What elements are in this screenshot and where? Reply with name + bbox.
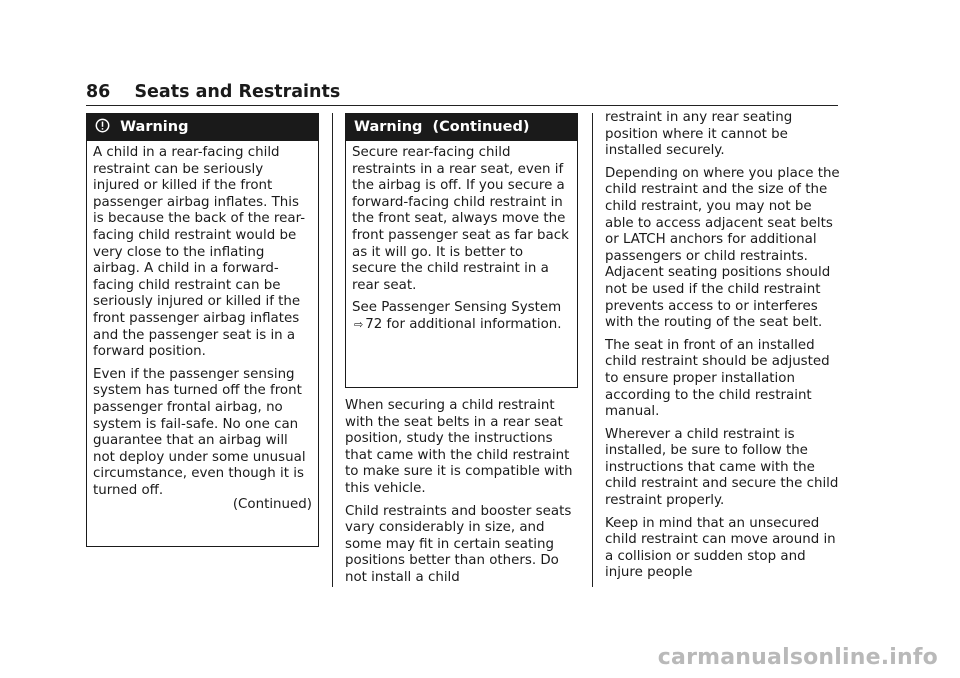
body-paragraph: restraint in any rear seating position where it cannot be installed securely.: [605, 110, 793, 159]
body-paragraph: When securing a child restraint with the seat belts in a rear seat position, study the instructions that came with the child restraint to make sure it is compatible with this vehicle.: [345, 398, 573, 496]
continued-label: (Continued): [232, 497, 312, 513]
ref-text: for additional information.: [386, 316, 562, 332]
body-paragraph: Keep in mind that an unsecured child restraint can move around in a collision or sudden stop and injure people: [605, 515, 836, 581]
ref-page-link[interactable]: 72: [365, 316, 383, 332]
page-ref-arrow-icon: ⇨: [354, 317, 364, 331]
warning-paragraph: A child in a rear-facing child restraint can be seriously injured or killed if the front passenger airbag inflates. This is because the back of the rear-facing child restraint would be very close to the inflating airbag. A child in a forward-facing child restraint can be seriously injured or killed if the front passenger airbag inflates and the passenger seat is in a forward position.: [93, 145, 306, 360]
body-paragraph: Child restraints and booster seats vary considerably in size, and some may fit in certain seating positions better than others. Do not install a child: [345, 503, 572, 585]
cross-reference: [352, 300, 571, 333]
warning-body: [346, 141, 577, 342]
middle-column-text: [345, 398, 581, 593]
header-rule: [86, 105, 838, 106]
warning-icon: [95, 114, 110, 141]
warning-title: Warning: [120, 119, 189, 135]
page-number: 86: [86, 82, 111, 102]
warning-body: [87, 141, 318, 516]
body-paragraph: The seat in front of an installed child restraint should be adjusted to ensure proper installation according to the child restraint manual.: [605, 337, 830, 420]
warning-paragraph: Secure rear-facing child restraints in a rear seat, even if the airbag is off. If you secure a forward-facing child restraint in the front seat, always move the front passenger seat as far back as it will go. It is better to secure the child restraint in a rear seat.: [352, 145, 569, 293]
ref-text: See Passenger Sensing System: [352, 300, 562, 316]
warning-header: [87, 114, 318, 141]
section-title: Seats and Restraints: [134, 82, 341, 102]
column-divider-1: [332, 113, 333, 587]
warning-box-continued: [345, 113, 578, 388]
page-header: [86, 82, 340, 102]
warning-header: [346, 114, 577, 141]
body-paragraph: Wherever a child restraint is installed, be sure to follow the instructions that came with the child restraint and secure the child restraint properly.: [605, 426, 839, 509]
warning-title: Warning (Continued): [354, 119, 530, 135]
body-paragraph: Depending on where you place the child restraint and the size of the child restraint, you may not be able to access adjacent seat belts or LATCH anchors for additional passengers or child restraints. Adjacent seating positions should not be used if the child restraint prevents access to or interferes with the routing of the seat belt.: [605, 165, 840, 331]
warning-paragraph: Even if the passenger sensing system has turned off the front passenger frontal airbag, no system is fail-safe. No one can guarantee that an airbag will not deploy under some unusual circumstance, even though it is turned off.: [93, 366, 306, 498]
watermark: carmanualsonline.info: [657, 645, 938, 670]
right-column-text: [605, 110, 841, 588]
column-divider-2: [592, 113, 593, 587]
warning-box-left: [86, 113, 319, 547]
